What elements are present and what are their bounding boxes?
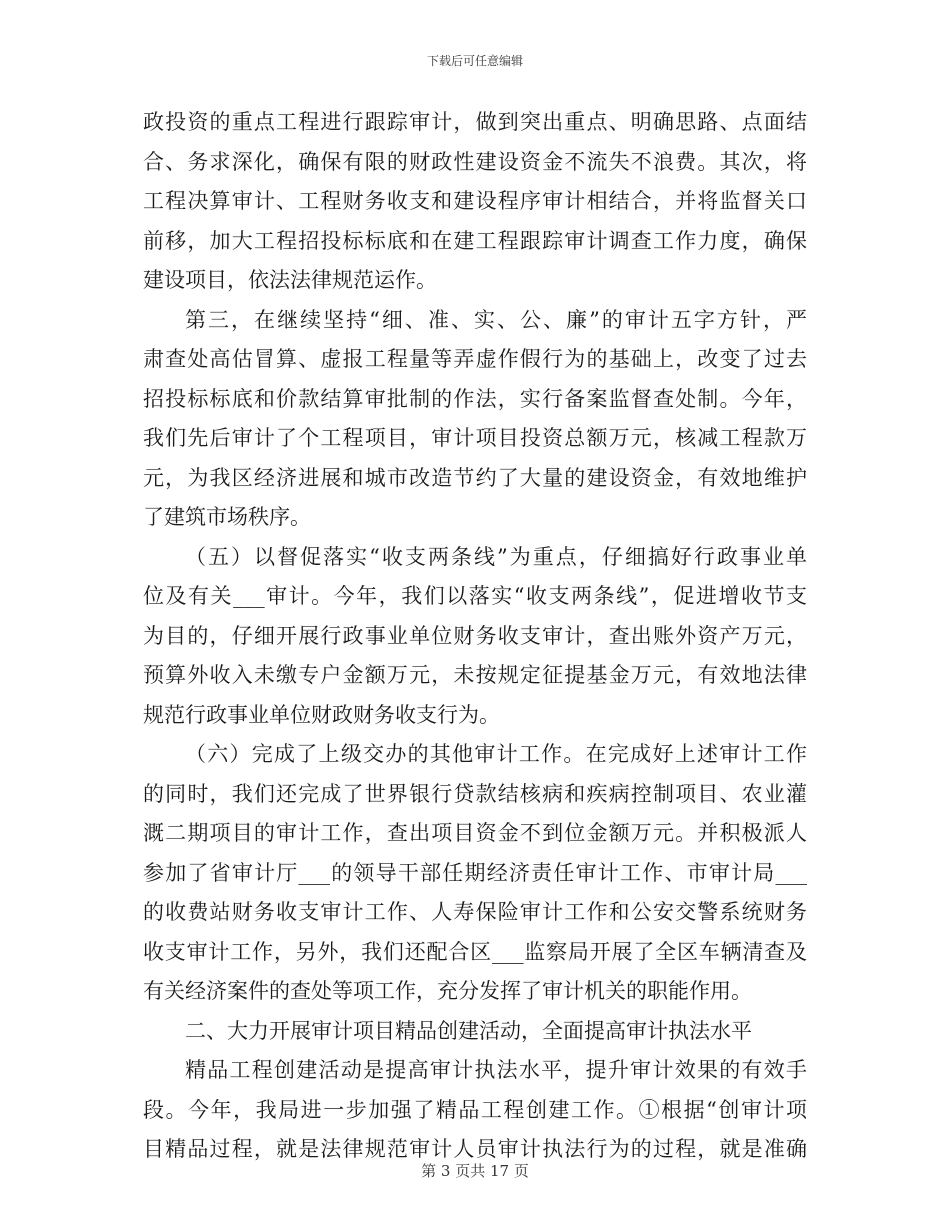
document-body [143,103,807,1170]
page-header-note: 下载后可任意编辑 [426,54,523,68]
text-line: 参加了省审计厅___的领导干部任期经济责任审计工作、市审计局___ [143,860,807,885]
text-line: 我们先后审计了个工程项目，审计项目投资总额万元，核减工程款万 [143,426,807,450]
text-line: 段。今年，我局进一步加强了精品工程创建工作。①根据“创审计项 [143,1097,807,1122]
text-line: 位及有关___审计。今年，我们以落实“收支两条线”，促进增收节支 [143,584,807,608]
text-line: 建设项目，依法法律规范运作。 [143,268,437,292]
text-line: 溉二期项目的审计工作，查出项目资金不到位金额万元。并积极派人 [143,821,807,845]
text-line: 工程决算审计、工程财务收支和建设程序审计相结合，并将监督关口 [143,189,807,213]
text-line: 规范行政事业单位财政财务收支行为。 [143,702,500,727]
text-line: （五）以督促落实“收支两条线”为重点，仔细搞好行政事业单 [185,544,807,569]
text-line: 合、务求深化，确保有限的财政性建设资金不流失不浪费。其次，将 [143,149,807,174]
text-line: 目精品过程，就是法律规范审计人员审计执法行为的过程，就是准确 [143,1137,807,1161]
text-line: （六）完成了上级交办的其他审计工作。在完成好上述审计工作 [185,742,807,766]
text-line: 的收费站财务收支审计工作、人寿保险审计工作和公安交警系统财务 [143,900,807,924]
text-line: 的同时，我们还完成了世界银行贷款结核病和疾病控制项目、农业灌 [143,781,807,806]
text-line: 第三，在继续坚持“细、准、实、公、廉”的审计五字方针，严 [185,307,807,332]
text-line: 了建筑市场秩序。 [143,505,311,529]
text-line: 招投标标底和价款结算审批制的作法，实行备案监督查处制。今年， [143,386,807,411]
page-number-footer: 第 3 页共 17 页 [421,1162,529,1180]
text-line: 肃查处高估冒算、虚报工程量等弄虚作假行为的基础上，改变了过去 [143,347,807,371]
text-line: 收支审计工作，另外，我们还配合区___监察局开展了全区车辆清查及 [143,939,807,964]
text-line: 前移，加大工程招投标标底和在建工程跟踪审计调查工作力度，确保 [143,228,807,253]
text-line: 为目的，仔细开展行政事业单位财务收支审计，查出账外资产万元， [143,623,807,648]
text-line: 预算外收入未缴专户金额万元，未按规定征提基金万元，有效地法律 [143,663,807,687]
text-line: 政投资的重点工程进行跟踪审计，做到突出重点、明确思路、点面结 [143,110,807,134]
text-line: 元，为我区经济进展和城市改造节约了大量的建设资金，有效地维护 [143,465,807,490]
text-line: 有关经济案件的查处等项工作，充分发挥了审计机关的职能作用。 [143,979,752,1003]
text-line: 精品工程创建活动是提高审计执法水平，提升审计效果的有效手 [185,1058,807,1082]
text-line: 二、大力开展审计项目精品创建活动，全面提高审计执法水平 [185,1018,752,1043]
